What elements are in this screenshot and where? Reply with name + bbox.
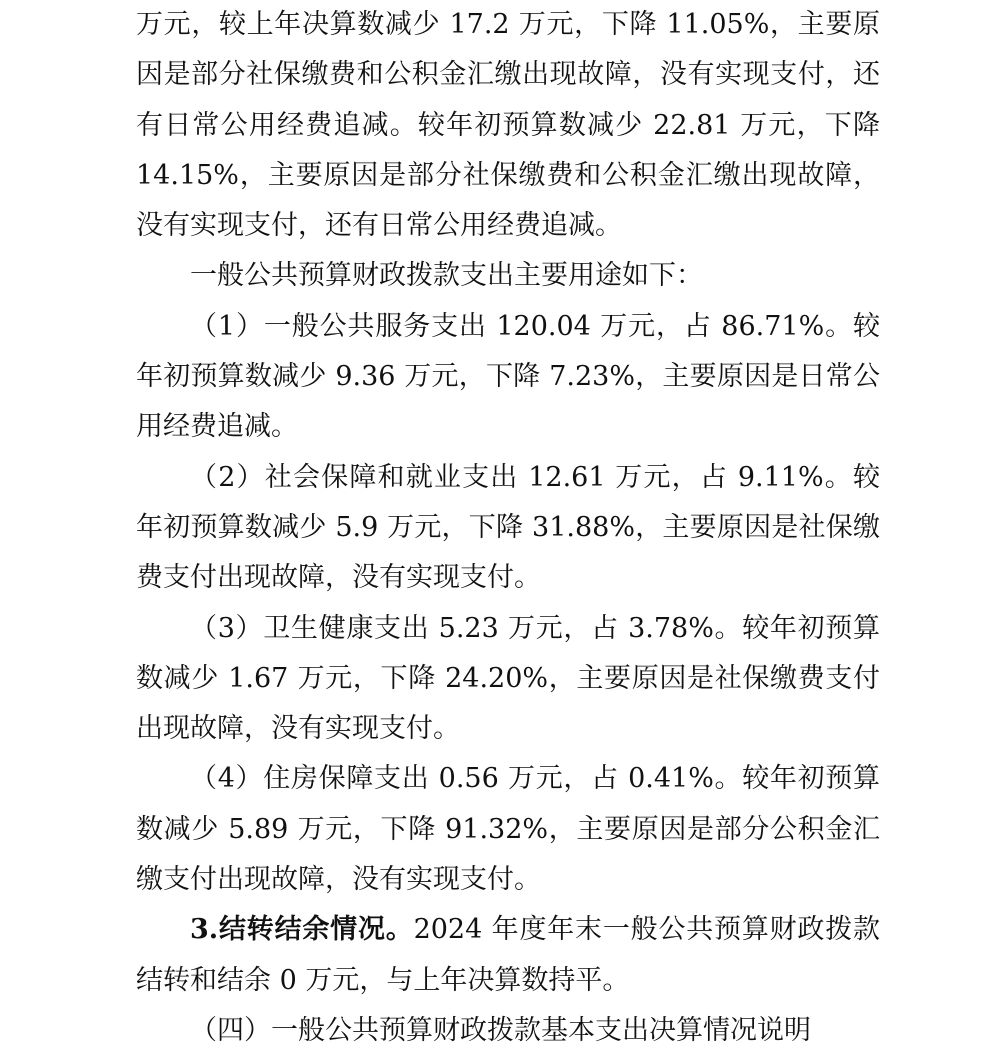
section-heading-basic-expenditure: （四）一般公共预算财政拨款基本支出决算情况说明 [190, 1014, 811, 1046]
list-item-general-public-services: （1）一般公共服务支出 120.04 万元，占 86.71%。较年初预算数减少 9.36 万元，下降 7.23%，主要原因是日常公用经费追减。 [136, 310, 880, 443]
carryover-body: 2024 年度年末一般公共预算财政拨款结转和结余 0 万元，与上年决算数持平。 [136, 914, 881, 996]
paragraph-main-uses-intro: 一般公共预算财政拨款支出主要用途如下： [190, 260, 703, 292]
paragraph-carryover-balance [136, 905, 880, 1006]
paragraph-expenditure-change: 万元，较上年决算数减少 17.2 万元，下降 11.05%，主要原因是部分社保缴费和公积金汇缴出现故障，没有实现支付，还有日常公用经费追减。较年初预算数减少 22.81 万元，下降 14.15%，主要原因是部分社保缴费和公积金汇缴出现故障，没有实现支付，还有日常公用经费追减。 [136, 9, 880, 242]
carryover-title: 3.结转结余情况。 [190, 914, 414, 946]
list-item-social-security: （2）社会保障和就业支出 12.61 万元，占 9.11%。较年初预算数减少 5.9 万元，下降 31.88%，主要原因是社保缴费支付出现故障，没有实现支付。 [136, 461, 880, 594]
list-item-health: （3）卫生健康支出 5.23 万元，占 3.78%。较年初预算数减少 1.67 万元，下降 24.20%，主要原因是社保缴费支付出现故障，没有实现支付。 [136, 612, 880, 745]
document-page [136, 0, 880, 1056]
list-item-housing: （4）住房保障支出 0.56 万元，占 0.41%。较年初预算数减少 5.89 万元，下降 91.32%，主要原因是部分公积金汇缴支付出现故障，没有实现支付。 [136, 763, 880, 896]
